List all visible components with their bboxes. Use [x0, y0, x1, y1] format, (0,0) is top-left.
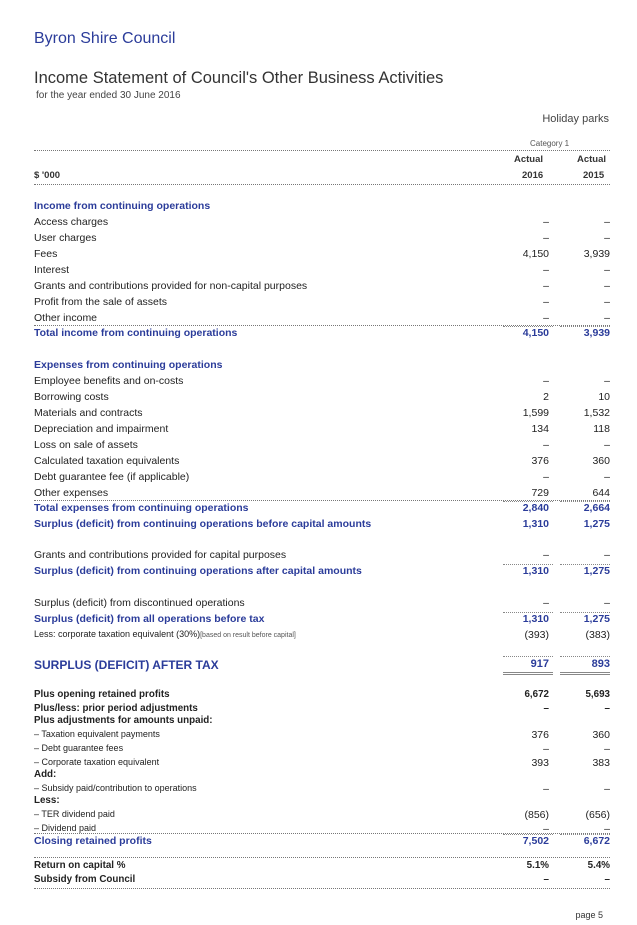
row-label: Subsidy from Council [34, 874, 136, 885]
value-2015: – [604, 823, 610, 835]
row-label: Total income from continuing operations [34, 327, 238, 339]
subtotal-rule [503, 326, 553, 327]
value-2016: 134 [531, 423, 549, 435]
value-2016: – [543, 703, 549, 714]
row-label: Profit from the sale of assets [34, 296, 168, 308]
table-row [34, 264, 610, 278]
value-2015: – [604, 471, 610, 483]
subtotal-rule [503, 656, 553, 657]
table-row [34, 549, 610, 563]
row-label: Surplus (deficit) from continuing operations before capital amounts [34, 518, 372, 530]
table-row [34, 629, 610, 643]
row-label: Other expenses [34, 487, 109, 499]
row-label: – Debt guarantee fees [34, 743, 124, 753]
value-2016: – [543, 874, 549, 885]
value-2015: – [604, 375, 610, 387]
value-2016: 1,310 [522, 518, 549, 530]
row-label: – TER dividend paid [34, 809, 115, 819]
row-label: – Dividend paid [34, 823, 97, 833]
value-2016: – [543, 232, 549, 244]
value-2015: 6,672 [583, 835, 610, 847]
table-row [34, 327, 610, 341]
value-2016: 1,310 [522, 565, 549, 577]
table-row [34, 860, 610, 874]
table-row [34, 200, 610, 214]
value-2015: – [604, 439, 610, 451]
row-label: Grants and contributions provided for capital purposes [34, 549, 287, 561]
table-row [34, 439, 610, 453]
value-2016: – [543, 264, 549, 276]
value-2015: 5,693 [585, 689, 610, 700]
value-2015: – [604, 783, 610, 795]
value-2015: 3,939 [583, 248, 610, 260]
value-2015: – [604, 216, 610, 228]
value-2015: – [604, 280, 610, 292]
value-2015: – [604, 703, 610, 714]
table-row [34, 407, 610, 421]
value-2016: 2 [543, 391, 549, 403]
subtotal-rule [560, 612, 610, 613]
table-row [34, 359, 610, 373]
table-row [34, 248, 610, 262]
value-2015: (383) [585, 629, 610, 641]
council-name: Byron Shire Council [34, 30, 176, 47]
subtotal-rule [560, 656, 610, 657]
row-label: – Taxation equivalent payments [34, 729, 160, 739]
table-row [34, 487, 610, 501]
value-2015: (656) [585, 809, 610, 821]
double-underline [560, 672, 610, 675]
value-2016: – [543, 823, 549, 835]
value-2016: (393) [524, 629, 549, 641]
row-label: Less: [34, 795, 60, 806]
row-label: Less: corporate taxation equivalent (30%)[based on result before capital] [34, 629, 296, 639]
value-2016: 5.1% [526, 860, 549, 871]
row-label: Total expenses from continuing operations [34, 502, 249, 514]
units-label: $ '000 [34, 170, 61, 181]
value-2015: 5.4% [587, 860, 610, 871]
row-label: Grants and contributions provided for non-capital purposes [34, 280, 308, 292]
value-2015: 2,664 [583, 502, 610, 514]
row-label: Surplus (deficit) from all operations before tax [34, 613, 265, 625]
col1-header-line2: 2016 [522, 170, 544, 181]
subtotal-rule [503, 564, 553, 565]
table-row [34, 471, 610, 485]
table-row [34, 312, 610, 326]
table-row [34, 769, 610, 783]
header-rule [34, 150, 610, 151]
value-2015: 360 [592, 455, 610, 467]
table-row [34, 296, 610, 310]
category-label: Category 1 [530, 139, 570, 148]
subtotal-rule [503, 834, 553, 835]
row-label: – Subsidy paid/contribution to operations [34, 783, 197, 793]
value-2016: 1,599 [522, 407, 549, 419]
row-label: Other income [34, 312, 98, 324]
col1-header-line1: Actual [514, 154, 544, 165]
row-label: Access charges [34, 216, 109, 228]
value-2016: 6,672 [524, 689, 549, 700]
value-2016: – [543, 439, 549, 451]
table-row [34, 835, 610, 849]
value-2016: 2,840 [522, 502, 549, 514]
value-2016: – [543, 375, 549, 387]
value-2015: 118 [593, 423, 610, 435]
table-row [34, 455, 610, 469]
subtotal-rule [560, 834, 610, 835]
value-2016: 729 [531, 487, 549, 499]
value-2016: 7,502 [522, 835, 549, 847]
value-2015: 1,532 [583, 407, 610, 419]
row-label: Plus opening retained profits [34, 689, 170, 700]
column-group-header: Holiday parks [542, 113, 609, 125]
subtotal-rule [560, 564, 610, 565]
table-row [34, 502, 610, 516]
row-label: Borrowing costs [34, 391, 109, 403]
row-label: Plus/less: prior period adjustments [34, 703, 198, 714]
row-label: Materials and contracts [34, 407, 143, 419]
row-label: Plus adjustments for amounts unpaid: [34, 715, 213, 726]
table-row [34, 565, 610, 579]
value-2015: 10 [598, 391, 610, 403]
page-subtitle: for the year ended 30 June 2016 [36, 90, 181, 101]
table-row [34, 597, 610, 611]
subtotal-rule [503, 612, 553, 613]
return-rule [34, 857, 610, 858]
value-2016: (856) [524, 809, 549, 821]
value-2016: 4,150 [522, 248, 549, 260]
value-2016: 393 [531, 757, 549, 769]
value-2015: – [604, 874, 610, 885]
row-label: Add: [34, 769, 57, 780]
value-2015: – [604, 597, 610, 609]
subtotal-rule [560, 501, 610, 502]
row-label: Debt guarantee fee (if applicable) [34, 471, 190, 483]
col2-header-line2: 2015 [583, 170, 605, 181]
double-underline [503, 672, 553, 675]
value-2016: – [543, 296, 549, 308]
value-2016: 1,310 [522, 613, 549, 625]
table-row [34, 391, 610, 405]
row-label: User charges [34, 232, 97, 244]
value-2015: – [604, 296, 610, 308]
row-label: Employee benefits and on-costs [34, 375, 184, 387]
value-2015: 644 [592, 487, 610, 499]
table-row [34, 518, 610, 532]
table-row [34, 216, 610, 230]
table-row [34, 658, 610, 672]
value-2016: – [543, 280, 549, 292]
table-row [34, 280, 610, 294]
value-2016: – [543, 549, 549, 561]
value-2015: 1,275 [583, 565, 610, 577]
row-label: Return on capital % [34, 860, 126, 871]
subtotal-rule [560, 326, 610, 327]
value-2015: 1,275 [583, 613, 610, 625]
row-label: Depreciation and impairment [34, 423, 169, 435]
table-row [34, 729, 610, 743]
value-2015: – [604, 743, 610, 755]
value-2015: – [604, 232, 610, 244]
page-number: page 5 [575, 910, 603, 920]
row-label: – Corporate taxation equivalent [34, 757, 160, 767]
row-label: Surplus (deficit) from discontinued operations [34, 597, 245, 609]
row-label: SURPLUS (DEFICIT) AFTER TAX [34, 658, 219, 672]
value-2016: – [543, 471, 549, 483]
row-note: [based on result before capital] [200, 632, 296, 639]
value-2016: – [543, 783, 549, 795]
value-2015: – [604, 264, 610, 276]
value-2015: 3,939 [583, 327, 610, 339]
value-2016: – [543, 216, 549, 228]
value-2016: – [543, 743, 549, 755]
row-label: Closing retained profits [34, 835, 152, 847]
subtotal-rule [503, 501, 553, 502]
value-2016: 917 [530, 658, 549, 670]
table-row [34, 809, 610, 823]
row-rule [34, 888, 610, 889]
value-2016: 4,150 [522, 327, 549, 339]
units-rule [34, 184, 610, 185]
page-title: Income Statement of Council's Other Business Activities [34, 69, 444, 87]
row-label: Loss on sale of assets [34, 439, 138, 451]
value-2015: 383 [592, 757, 610, 769]
row-label: Fees [34, 248, 58, 260]
value-2015: – [604, 312, 610, 324]
value-2016: 376 [531, 729, 549, 741]
value-2016: – [543, 312, 549, 324]
value-2015: 360 [592, 729, 610, 741]
table-row [34, 423, 610, 437]
value-2015: 1,275 [583, 518, 610, 530]
row-label: Surplus (deficit) from continuing operations after capital amounts [34, 565, 362, 577]
row-label: Interest [34, 264, 70, 276]
table-row [34, 375, 610, 389]
table-row [34, 689, 610, 703]
row-label: Calculated taxation equivalents [34, 455, 180, 467]
row-label: Income from continuing operations [34, 200, 211, 212]
row-label: Expenses from continuing operations [34, 359, 223, 371]
value-2015: – [604, 549, 610, 561]
table-row [34, 232, 610, 246]
table-row [34, 613, 610, 627]
table-row [34, 874, 610, 888]
table-row [34, 795, 610, 809]
value-2016: 376 [531, 455, 549, 467]
value-2016: – [543, 597, 549, 609]
table-row [34, 715, 610, 729]
col2-header-line1: Actual [577, 154, 607, 165]
table-row [34, 743, 610, 757]
value-2015: 893 [591, 658, 610, 670]
